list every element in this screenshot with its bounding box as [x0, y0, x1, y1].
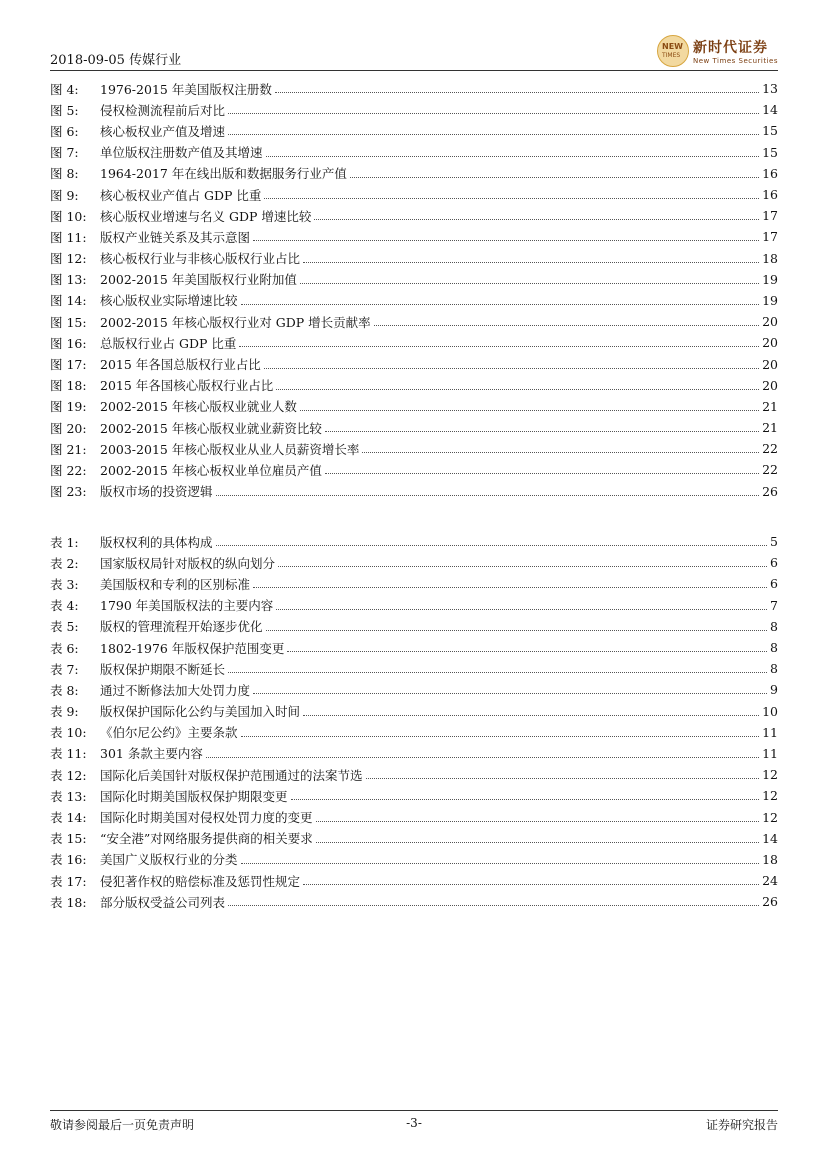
figure-entry[interactable]	[50, 459, 778, 480]
table-entry-title: 《伯尔尼公约》主要条款	[100, 725, 238, 741]
figure-entry-page: 13	[762, 81, 778, 97]
table-entry-page: 6	[770, 555, 778, 571]
figure-entry-label: 图 5:	[50, 102, 79, 118]
table-entry-page: 8	[770, 640, 778, 656]
table-entry-page: 6	[770, 576, 778, 592]
figure-entry-label: 图 10:	[50, 208, 87, 224]
figure-entry[interactable]	[50, 353, 778, 374]
figure-entry-page: 20	[762, 356, 778, 372]
figure-entry[interactable]	[50, 120, 778, 141]
table-entry-title: 美国版权和专利的区别标准	[100, 576, 251, 592]
report-date-category: 2018-09-05 传媒行业	[50, 53, 182, 68]
figure-entry-leader	[374, 325, 759, 326]
table-entry-page: 10	[762, 703, 778, 719]
figure-entry[interactable]	[50, 226, 778, 247]
figure-entry-title: 2002-2015 年核心板权业单位雇员产值	[100, 462, 322, 478]
table-entry-leader	[291, 799, 760, 800]
disclaimer-note: 敬请参阅最后一页免责声明	[50, 1118, 195, 1132]
figure-entry-title: 总版权行业占 GDP 比重	[100, 335, 237, 351]
table-entry-page: 8	[770, 618, 778, 634]
figure-entry[interactable]	[50, 205, 778, 226]
table-entry-label: 表 4:	[50, 598, 79, 614]
table-entry-title: 版权的管理流程开始逐步优化	[100, 619, 263, 635]
table-entry-title: 通过不断修法加大处罚力度	[100, 682, 251, 698]
figure-entry-title: 2015 年各国总版权行业占比	[100, 357, 261, 373]
table-entry[interactable]	[50, 531, 778, 552]
figure-entry-leader	[325, 431, 759, 432]
table-entry[interactable]	[50, 637, 778, 658]
table-entry[interactable]	[50, 722, 778, 743]
figure-entry[interactable]	[50, 481, 778, 502]
figure-entry-label: 图 18:	[50, 378, 87, 394]
table-entry-page: 5	[770, 534, 778, 550]
table-entry-leader	[228, 905, 759, 906]
table-entry-label: 表 17:	[50, 873, 87, 889]
table-entry[interactable]	[50, 785, 778, 806]
table-entry-label: 表 12:	[50, 767, 87, 783]
figure-entry-title: 版权产业链关系及其示意图	[100, 229, 251, 245]
table-entry-title: 国际化后美国针对版权保护范围通过的法案节选	[100, 767, 363, 783]
table-entry[interactable]	[50, 806, 778, 827]
figure-entry-label: 图 20:	[50, 420, 87, 436]
table-entry-leader	[316, 821, 760, 822]
figure-list	[50, 78, 778, 502]
table-entry-leader	[287, 651, 767, 652]
logo-name-en: New Times Securities	[693, 57, 778, 65]
figure-entry-title: 2002-2015 年核心版权业就业人数	[100, 399, 297, 415]
report-type: 证券研究报告	[705, 1118, 778, 1132]
figure-entry-label: 图 11:	[50, 229, 87, 245]
table-entry-label: 表 14:	[50, 810, 87, 826]
figure-entry-leader	[241, 304, 760, 305]
page-footer	[50, 1116, 778, 1134]
footer-divider	[50, 1110, 778, 1111]
table-entry-label: 表 10:	[50, 725, 87, 741]
figure-entry-label: 图 15:	[50, 314, 87, 330]
table-entry-leader	[278, 566, 767, 567]
figure-entry-page: 21	[762, 398, 778, 414]
table-entry-title: 版权权利的具体构成	[100, 534, 213, 550]
table-entry[interactable]	[50, 595, 778, 616]
figure-entry-page: 15	[762, 123, 778, 139]
table-entry[interactable]	[50, 552, 778, 573]
figure-entry-label: 图 12:	[50, 251, 87, 267]
table-entry-label: 表 6:	[50, 640, 79, 656]
table-entry-leader	[206, 757, 759, 758]
figure-entry-leader	[300, 410, 759, 411]
figure-entry[interactable]	[50, 290, 778, 311]
table-entry-title: 1802-1976 年版权保护范围变更	[100, 640, 285, 656]
page-number: -3-	[406, 1116, 422, 1130]
company-logo	[657, 36, 778, 66]
figure-entry-leader	[325, 473, 759, 474]
table-entry-page: 12	[762, 767, 778, 783]
figure-entry-leader	[253, 240, 759, 241]
table-entry-label: 表 1:	[50, 534, 79, 550]
table-entry-title: 美国广义版权行业的分类	[100, 852, 238, 868]
table-entry-label: 表 13:	[50, 788, 87, 804]
table-entry-page: 7	[770, 597, 778, 613]
table-entry-leader	[276, 609, 767, 610]
figure-entry-label: 图 4:	[50, 81, 79, 97]
figure-entry[interactable]	[50, 248, 778, 269]
table-entry-leader	[303, 884, 759, 885]
figure-entry-title: 2003-2015 年核心版权业从业人员薪资增长率	[100, 441, 360, 457]
logo-badge-bottom: TIMES	[662, 52, 681, 59]
table-list	[50, 531, 778, 912]
figure-entry[interactable]	[50, 396, 778, 417]
figure-entry-page: 22	[762, 462, 778, 478]
logo-badge-icon	[657, 35, 689, 67]
figure-entry-title: 核心版权业实际增速比较	[100, 293, 238, 309]
figure-entry-page: 20	[762, 335, 778, 351]
figure-entry-title: 版权市场的投资逻辑	[100, 484, 213, 500]
table-entry-label: 表 16:	[50, 852, 87, 868]
figure-entry-page: 19	[762, 271, 778, 287]
figure-entry-title: 侵权检测流程前后对比	[100, 102, 226, 118]
table-entry-leader	[366, 778, 760, 779]
table-entry-label: 表 8:	[50, 682, 79, 698]
figure-entry-title: 单位版权注册数产值及其增速	[100, 145, 263, 161]
table-entry-leader	[228, 672, 767, 673]
figure-entry-title: 2002-2015 年美国版权行业附加值	[100, 272, 297, 288]
figure-entry-page: 17	[762, 229, 778, 245]
figure-entry-label: 图 6:	[50, 123, 79, 139]
figure-entry-leader	[264, 198, 759, 199]
table-entry-page: 12	[762, 788, 778, 804]
figure-entry-page: 17	[762, 208, 778, 224]
table-entry-page: 18	[762, 851, 778, 867]
figure-entry-leader	[314, 219, 759, 220]
table-entry-title: 部分版权受益公司列表	[100, 894, 226, 910]
figure-entry-leader	[275, 92, 759, 93]
table-entry-label: 表 11:	[50, 746, 87, 762]
table-entry-page: 9	[770, 682, 778, 698]
figure-entry-title: 1976-2015 年美国版权注册数	[100, 81, 272, 97]
figure-entry[interactable]	[50, 311, 778, 332]
figure-entry-leader	[239, 346, 759, 347]
figure-entry-leader	[216, 495, 760, 496]
figure-entry[interactable]	[50, 142, 778, 163]
figure-entry-leader	[362, 452, 759, 453]
table-entry[interactable]	[50, 828, 778, 849]
table-entry[interactable]	[50, 743, 778, 764]
logo-badge-top: NEW	[662, 42, 683, 51]
figure-entry-page: 18	[762, 250, 778, 266]
table-entry-label: 表 7:	[50, 661, 79, 677]
table-entry[interactable]	[50, 679, 778, 700]
table-entry-page: 8	[770, 661, 778, 677]
figure-entry-title: 核心板权业产值占 GDP 比重	[100, 187, 262, 203]
figure-entry[interactable]	[50, 269, 778, 290]
figure-entry-title: 核心板权行业与非核心版权行业占比	[100, 251, 301, 267]
page-header	[50, 36, 778, 68]
table-entry-label: 表 2:	[50, 555, 79, 571]
figure-entry-page: 20	[762, 377, 778, 393]
table-entry-title: 侵犯著作权的赔偿标准及惩罚性规定	[100, 873, 301, 889]
table-entry-page: 11	[762, 724, 778, 740]
figure-entry-page: 20	[762, 314, 778, 330]
figure-entry[interactable]	[50, 438, 778, 459]
table-entry-page: 26	[762, 894, 778, 910]
table-entry-title: 版权保护期限不断延长	[100, 661, 226, 677]
figure-entry-label: 图 19:	[50, 399, 87, 415]
figure-entry-label: 图 21:	[50, 441, 87, 457]
table-entry-title: “安全港”对网络服务提供商的相关要求	[100, 831, 313, 847]
table-entry-title: 版权保护国际化公约与美国加入时间	[100, 704, 301, 720]
figure-entry-title: 核心版权业增速与名义 GDP 增速比较	[100, 208, 312, 224]
figure-entry[interactable]	[50, 184, 778, 205]
table-entry-page: 11	[762, 745, 778, 761]
figure-entry-page: 15	[762, 144, 778, 160]
table-entry-label: 表 18:	[50, 894, 87, 910]
figure-entry-page: 22	[762, 441, 778, 457]
figure-entry-leader	[228, 113, 759, 114]
table-entry-leader	[266, 630, 768, 631]
figure-entry-leader	[266, 156, 760, 157]
table-entry[interactable]	[50, 849, 778, 870]
table-entry-title: 301 条款主要内容	[100, 746, 203, 762]
table-entry[interactable]	[50, 573, 778, 594]
table-entry-leader	[241, 736, 760, 737]
logo-name-cn: 新时代证券	[693, 40, 768, 56]
figure-entry-leader	[228, 134, 759, 135]
table-entry[interactable]	[50, 870, 778, 891]
table-entry-label: 表 3:	[50, 576, 79, 592]
figure-entry-leader	[303, 262, 759, 263]
figure-entry[interactable]	[50, 99, 778, 120]
figure-entry-title: 2002-2015 年核心版权行业对 GDP 增长贡献率	[100, 314, 371, 330]
figure-entry[interactable]	[50, 78, 778, 99]
figure-entry-leader	[300, 283, 759, 284]
figure-entry-label: 图 17:	[50, 357, 87, 373]
figure-entry-title: 2002-2015 年核心版权业就业薪资比较	[100, 420, 322, 436]
figure-entry-page: 14	[762, 102, 778, 118]
table-entry-title: 1790 年美国版权法的主要内容	[100, 598, 274, 614]
figure-entry[interactable]	[50, 417, 778, 438]
figure-entry-page: 19	[762, 292, 778, 308]
table-entry-leader	[241, 863, 760, 864]
figure-entry-title: 2015 年各国核心版权行业占比	[100, 378, 274, 394]
table-entry-leader	[253, 693, 767, 694]
figure-entry-leader	[264, 368, 759, 369]
figure-entry-leader	[276, 389, 759, 390]
table-entry[interactable]	[50, 701, 778, 722]
figure-entry-label: 图 22:	[50, 462, 87, 478]
table-entry-leader	[303, 715, 759, 716]
figure-entry-label: 图 23:	[50, 484, 87, 500]
table-entry-page: 12	[762, 809, 778, 825]
figure-entry-leader	[350, 177, 759, 178]
table-entry-page: 24	[762, 873, 778, 889]
figure-entry-title: 核心板权业产值及增速	[100, 123, 226, 139]
table-entry-page: 14	[762, 830, 778, 846]
table-entry-leader	[216, 545, 768, 546]
figure-entry-label: 图 8:	[50, 166, 79, 182]
table-entry[interactable]	[50, 764, 778, 785]
figure-entry-label: 图 9:	[50, 187, 79, 203]
figure-entry[interactable]	[50, 375, 778, 396]
figure-entry-page: 16	[762, 165, 778, 181]
table-entry-title: 国际化时期美国版权保护期限变更	[100, 788, 288, 804]
figure-entry-page: 16	[762, 187, 778, 203]
table-entry-label: 表 9:	[50, 704, 79, 720]
table-entry[interactable]	[50, 616, 778, 637]
figure-entry-label: 图 7:	[50, 145, 79, 161]
figure-entry[interactable]	[50, 332, 778, 353]
figure-entry[interactable]	[50, 163, 778, 184]
table-entry-label: 表 15:	[50, 831, 87, 847]
header-divider	[50, 70, 778, 71]
figure-entry-page: 21	[762, 420, 778, 436]
table-entry-label: 表 5:	[50, 619, 79, 635]
table-entry-leader	[253, 587, 767, 588]
table-entry[interactable]	[50, 891, 778, 912]
table-entry[interactable]	[50, 658, 778, 679]
figure-entry-label: 图 13:	[50, 272, 87, 288]
figure-entry-page: 26	[762, 483, 778, 499]
table-entry-title: 国际化时期美国对侵权处罚力度的变更	[100, 810, 313, 826]
figure-entry-label: 图 16:	[50, 335, 87, 351]
figure-entry-label: 图 14:	[50, 293, 87, 309]
figure-entry-title: 1964-2017 年在线出版和数据服务行业产值	[100, 166, 347, 182]
table-entry-leader	[316, 842, 759, 843]
table-entry-title: 国家版权局针对版权的纵向划分	[100, 555, 276, 571]
